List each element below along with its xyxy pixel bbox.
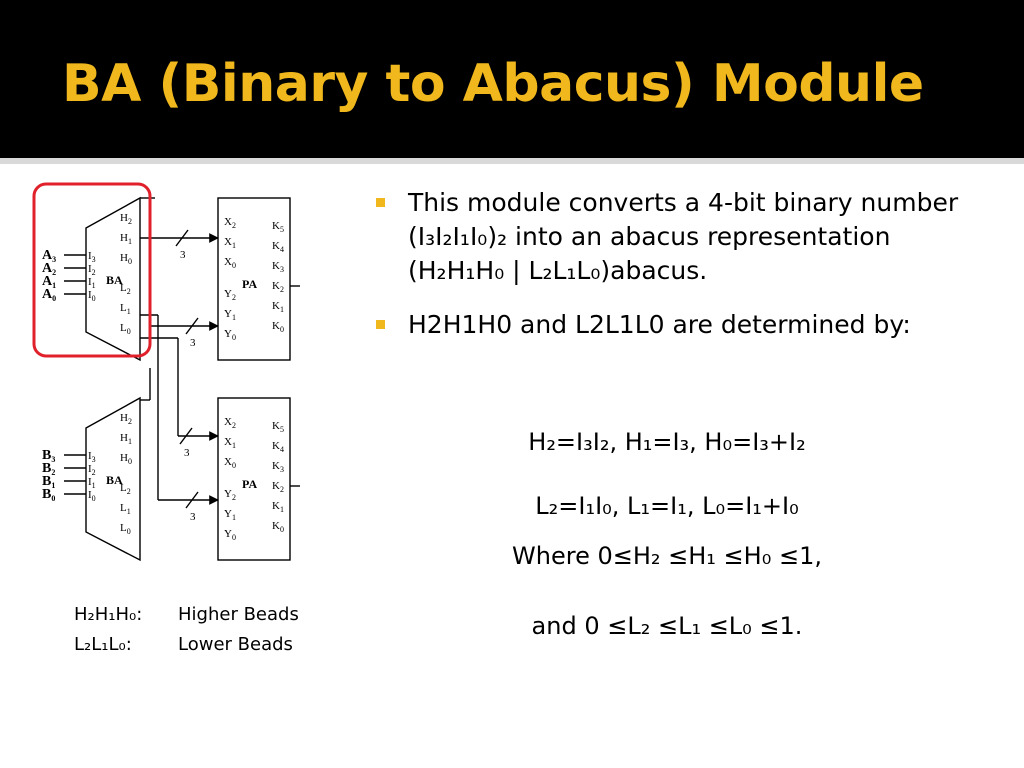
ba-input-port-label: $I_3$ (88, 450, 96, 464)
pa-output-port-label: $K_0$ (272, 520, 284, 534)
bus-width-label: 3 (190, 511, 196, 523)
ba-output-port-label: $H_1$ (120, 432, 132, 446)
ba-output-port-label: $L_0$ (120, 322, 131, 336)
ba-output-port-label: $H_1$ (120, 232, 132, 246)
pa-input-port-label: $X_2$ (224, 416, 236, 430)
input-bit-label: $B_1$ (42, 474, 56, 490)
bead-legend (74, 600, 299, 660)
ba-input-port-label: $I_2$ (88, 263, 96, 277)
ba-input-port-label: $I_1$ (88, 476, 96, 490)
title-divider (0, 158, 1024, 164)
pa-output-port-label: $K_4$ (272, 440, 284, 454)
pa-input-port-label: $Y_1$ (224, 508, 236, 522)
ba-input-port-label: $I_3$ (88, 250, 96, 264)
pa-output-port-label: $K_2$ (272, 480, 284, 494)
bullet-text: H2H1H0 and L2L1L0 are determined by: (408, 310, 911, 339)
ba-output-port-label: $H_2$ (120, 412, 132, 426)
bus-width-label: 3 (184, 447, 190, 459)
legend-key: L₂L₁L₀: (74, 634, 132, 655)
bullet-square-icon (376, 320, 385, 329)
input-bit-label: $B_0$ (42, 487, 56, 503)
bullet-item (372, 308, 992, 342)
ba-input-port-label: $I_0$ (88, 489, 96, 503)
bullet-text: This module converts a 4-bit binary number (I₃I₂I₁I₀)₂ into an abacus representation (H₂H₁H₀ | L₂L₁L₀)abacus. (408, 188, 959, 285)
ba-block-label: BA (106, 273, 123, 287)
input-bit-label: $A_2$ (42, 261, 57, 277)
pa-output-port-label: $K_3$ (272, 460, 284, 474)
pa-input-port-label: $X_0$ (224, 456, 236, 470)
pa-input-port-label: $Y_0$ (224, 528, 236, 542)
pa-input-port-label: $X_0$ (224, 256, 236, 270)
pa-input-port-label: $X_1$ (224, 236, 236, 250)
pa-input-port-label: $Y_2$ (224, 488, 236, 502)
pa-input-port-label: $X_1$ (224, 436, 236, 450)
constraint-h: Where 0≤H₂ ≤H₁ ≤H₀ ≤1, (512, 542, 822, 570)
ba-output-port-label: $H_0$ (120, 252, 132, 266)
bullet-item (372, 186, 992, 288)
legend-value: Lower Beads (178, 634, 293, 655)
legend-value: Higher Beads (178, 604, 299, 625)
input-bit-label: $A_0$ (42, 287, 57, 303)
ba-output-port-label: $H_0$ (120, 452, 132, 466)
equation-h: H₂=I₃I₂, H₁=I₃, H₀=I₃+I₂ (528, 428, 806, 456)
legend-row-higher (74, 600, 299, 630)
pa-block-label: PA (242, 277, 258, 291)
ba-output-port-label: $L_1$ (120, 302, 131, 316)
input-bit-label: $A_3$ (42, 248, 57, 264)
equation-l: L₂=I₁I₀, L₁=I₁, L₀=I₁+I₀ (535, 492, 799, 520)
legend-row-lower (74, 630, 299, 660)
pa-output-port-label: $K_5$ (272, 420, 284, 434)
ba-output-port-label: $H_2$ (120, 212, 132, 226)
pa-output-port-label: $K_2$ (272, 280, 284, 294)
pa-output-port-label: $K_1$ (272, 500, 284, 514)
ba-input-port-label: $I_2$ (88, 463, 96, 477)
ba-block-label: BA (106, 473, 123, 487)
ba-output-port-label: $L_2$ (120, 282, 131, 296)
pa-output-port-label: $K_3$ (272, 260, 284, 274)
input-bit-label: $A_1$ (42, 274, 57, 290)
ba-pa-circuit-diagram (28, 178, 328, 568)
pa-input-port-label: $Y_2$ (224, 288, 236, 302)
pa-input-port-label: $Y_1$ (224, 308, 236, 322)
pa-output-port-label: $K_0$ (272, 320, 284, 334)
pa-input-port-label: $X_2$ (224, 216, 236, 230)
input-bit-label: $B_3$ (42, 448, 56, 464)
legend-key: H₂H₁H₀: (74, 604, 143, 625)
constraint-l: and 0 ≤L₂ ≤L₁ ≤L₀ ≤1. (531, 612, 803, 640)
bus-width-label: 3 (190, 337, 196, 349)
ba-input-port-label: $I_0$ (88, 289, 96, 303)
pa-output-port-label: $K_5$ (272, 220, 284, 234)
pa-output-port-label: $K_1$ (272, 300, 284, 314)
ba-input-port-label: $I_1$ (88, 276, 96, 290)
pa-block-label: PA (242, 477, 258, 491)
bus-width-label: 3 (180, 249, 186, 261)
pa-input-port-label: $Y_0$ (224, 328, 236, 342)
bullet-square-icon (376, 198, 385, 207)
bullet-list (372, 186, 992, 342)
ba-output-port-label: $L_1$ (120, 502, 131, 516)
pa-output-port-label: $K_4$ (272, 240, 284, 254)
ba-output-port-label: $L_0$ (120, 522, 131, 536)
ba-output-port-label: $L_2$ (120, 482, 131, 496)
input-bit-label: $B_2$ (42, 461, 56, 477)
slide-title: BA (Binary to Abacus) Module (62, 54, 924, 114)
